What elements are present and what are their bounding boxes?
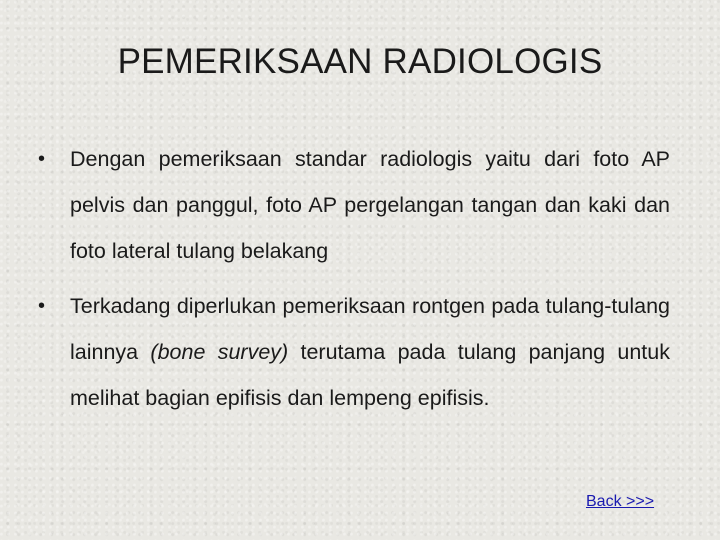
bullet-item: [38, 136, 670, 274]
bullet-text-end: terutama pada tulang panjang untuk melihat bagian epifisis dan lempeng epifisis.: [70, 340, 670, 410]
bullet-text: Dengan pemeriksaan standar radiologis yaitu dari foto AP pelvis dan panggul, foto AP pergelangan tangan dan kaki dan foto lateral tulang belakang: [70, 147, 670, 263]
bullet-icon: •: [38, 295, 46, 317]
bullet-text-italic: (bone survey): [150, 340, 289, 364]
bullet-text-start: Terkadang diperlukan pemeriksaan rontgen pada tulang-tulang lainnya: [70, 294, 670, 364]
back-link[interactable]: Back >>>: [586, 493, 655, 510]
slide-title: PEMERIKSAAN RADIOLOGIS: [117, 42, 603, 81]
bullet-item: [38, 283, 670, 421]
bullet-icon: •: [38, 148, 46, 170]
